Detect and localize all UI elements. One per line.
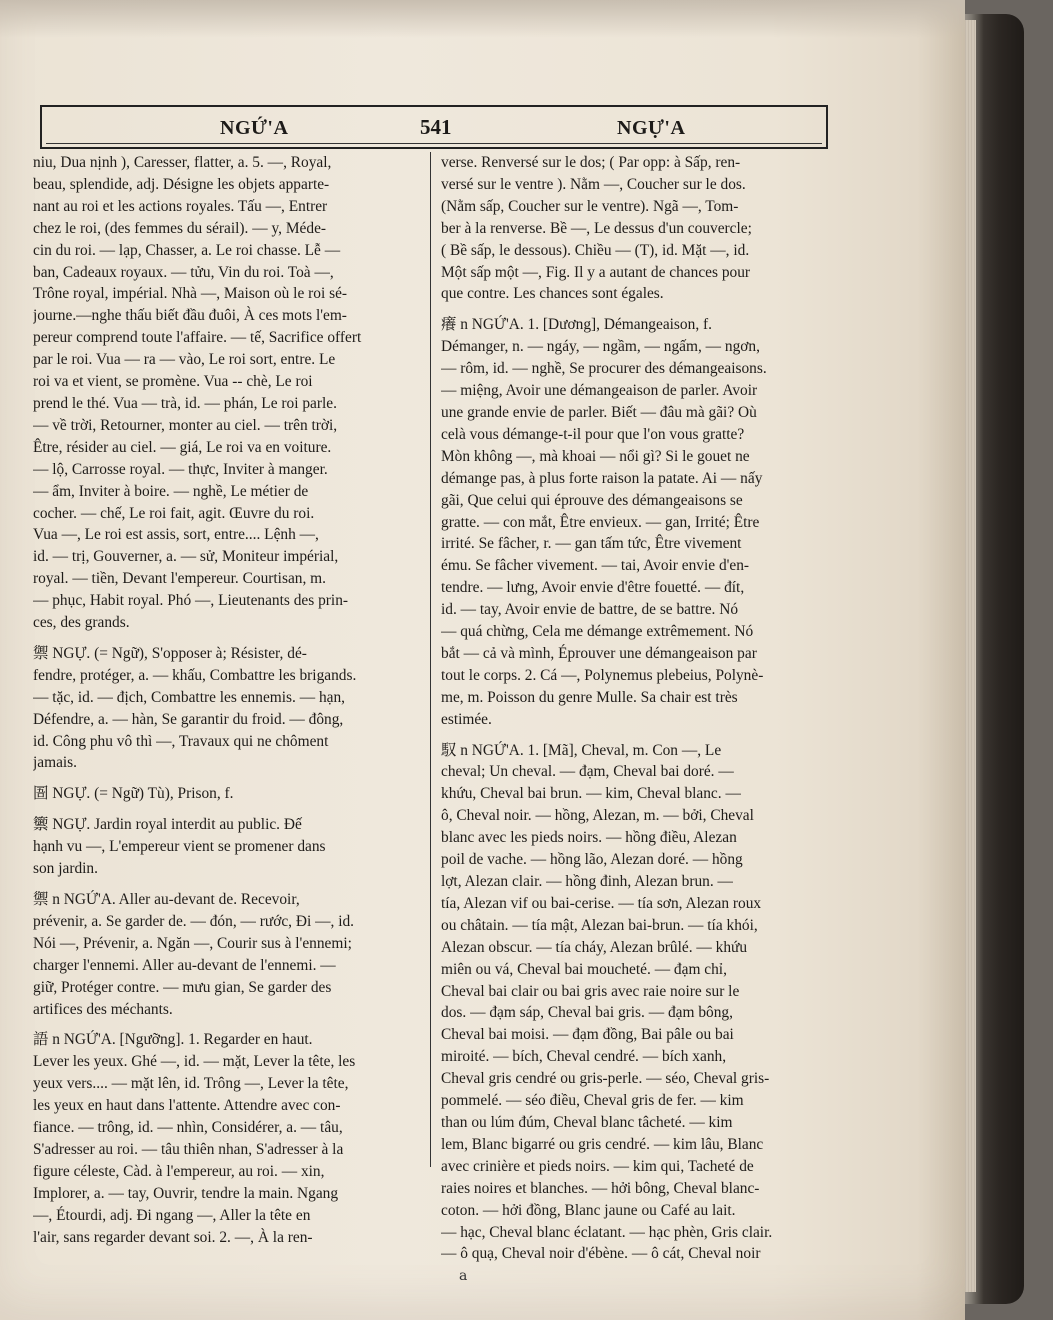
text-line: cin du roi. — lạp, Chasser, a. Le roi chasse. Lễ — <box>33 241 341 259</box>
text-line: fiance. — trông, id. — nhìn, Considérer, a. — tâu, <box>33 1119 343 1137</box>
left-column <box>33 152 422 1249</box>
text-line: verse. Renversé sur le dos; ( Par opp: à Sấp, ren- <box>441 154 741 171</box>
text-line: cocher. — chế, Le roi fait, agit. Œuvre du roi. <box>33 504 315 522</box>
text-line: jamais. <box>33 754 78 772</box>
text-line: khứu, Cheval bai brun. — kim, Cheval blanc. — <box>441 785 741 803</box>
text-line: 圄 NGỰ. (= Ngữ) Tù), Prison, f. <box>33 785 234 803</box>
text-line: 語 n NGỨ'A. [Ngưỡng]. 1. Regarder en haut. <box>33 1031 313 1049</box>
text-line: lem, Blanc bigarré ou gris cendré. — kim lâu, Blanc <box>441 1135 764 1153</box>
text-line: que contre. Les chances sont égales. <box>441 285 664 303</box>
text-line: yeux vers.... — mặt lên, id. Trông —, Lever la tête, <box>33 1075 349 1093</box>
text-line: charger l'ennemi. Aller au-devant de l'ennemi. — <box>33 956 336 974</box>
running-header <box>40 105 828 149</box>
text-line: tendre. — lưng, Avoir envie d'être fouetté. — đít, <box>441 579 745 597</box>
text-line: 籞 NGỰ. Jardin royal interdit au public. Đế <box>33 816 302 834</box>
text-line: son jardin. <box>33 860 98 878</box>
text-line: — lộ, Carrosse royal. — thực, Inviter à manger. <box>33 460 328 478</box>
entry-separator <box>33 880 422 889</box>
entry-separator <box>441 305 831 314</box>
text-line: figure céleste, Càd. à l'empereur, au roi. — xin, <box>33 1162 325 1180</box>
text-line: versé sur le ventre ). Nằm —, Coucher sur le dos. <box>441 175 746 193</box>
text-line: blanc avec les pieds noirs. — hồng điều, Alezan <box>441 829 737 847</box>
text-line: prend le thé. Vua — trà, id. — phán, Le roi parle. <box>33 394 337 412</box>
text-line: miên ou vá, Cheval bai moucheté. — đạm chỉ, <box>441 960 727 978</box>
text-line: estimée. <box>441 710 492 728</box>
text-line: cheval; Un cheval. — đạm, Cheval bai doré. — <box>441 763 734 781</box>
text-line: miroité. — bích, Cheval cendré. — bích xanh, <box>441 1048 727 1066</box>
text-line: lợt, Alezan clair. — hồng đinh, Alezan brun. — <box>441 873 733 890</box>
text-line: niu, Dua nịnh ), Caresser, flatter, a. 5. —, Royal, <box>33 154 332 171</box>
text-line: poil de vache. — hồng lão, Alezan doré. — hồng <box>441 851 743 869</box>
text-line: les yeux en haut dans l'attente. Attendre avec con- <box>33 1097 341 1115</box>
text-line: dos. — đạm sáp, Cheval bai gris. — đạm bông, <box>441 1004 733 1022</box>
entry-separator <box>33 634 422 643</box>
text-line: — hạc, Cheval blanc éclatant. — hạc phèn, Gris clair. <box>441 1223 773 1241</box>
text-line: Cheval gris cendré ou gris-perle. — séo, Cheval gris- <box>441 1070 770 1088</box>
text-line: 禦 n NGỨ'A. Aller au-devant de. Recevoir, <box>33 891 300 908</box>
text-line: Lever les yeux. Ghé —, id. — mặt, Lever la tête, les <box>33 1053 356 1071</box>
header-left-guide-word: NGỨ'A <box>220 117 289 139</box>
text-line: chez le roi, (des femmes du sérail). — y, Méde- <box>33 219 327 237</box>
text-line: ô, Cheval noir. — hồng, Alezan, m. — bởi, Cheval <box>441 807 754 825</box>
text-line: royal. — tiền, Devant l'empereur. Courtisan, m. <box>33 570 326 588</box>
text-line: Être, résider au ciel. — giá, Le roi va en voiture. <box>33 438 332 456</box>
text-line: id. — tay, Avoir envie de battre, de se battre. Nó <box>441 601 739 619</box>
text-line: ( Bề sấp, le dessous). Chiều — (T), id. Mặt —, id. <box>441 241 750 259</box>
text-line: journe.—nghe thấu biết đầu đuôi, À ces mots l'em- <box>33 307 347 325</box>
text-line: S'adresser au roi. — tâu thiên nhan, S'adresser à la <box>33 1140 344 1158</box>
entry-separator <box>33 805 422 814</box>
text-line: ban, Cadeaux royaux. — tửu, Vin du roi. Toà —, <box>33 263 334 281</box>
text-line: pommelé. — séo điều, Cheval gris de fer. — kim <box>441 1092 744 1110</box>
text-line: (Nằm sấp, Coucher sur le ventre). Ngã —, Tom- <box>441 197 739 215</box>
entry-separator <box>33 1020 422 1029</box>
text-line: pereur comprend toute l'affaire. — tế, Sacrifice offert <box>33 329 362 347</box>
text-line: bắt — cả và mình, Éprouver une démangeaison par <box>441 644 757 662</box>
text-line: tout le corps. 2. Cá —, Polynemus plebeius, Polynè- <box>441 666 764 684</box>
text-line: prévenir, a. Se garder de. — đón, — rước, Đi —, id. <box>33 912 355 930</box>
text-line: avec crinière et pieds noirs. — kim qui, Tacheté de <box>441 1157 754 1175</box>
text-line: —, Étourdi, adj. Đi ngang —, Aller la tête en <box>33 1206 311 1224</box>
signature-mark: a <box>459 1268 468 1284</box>
text-line: coton. — hởi đồng, Blanc jaune ou Café au lait. <box>441 1201 736 1219</box>
text-line: Trône royal, impérial. Nhà —, Maison où le roi sé- <box>33 285 348 303</box>
text-line: id. Công phu vô thì —, Travaux qui ne chôment <box>33 732 329 750</box>
text-line: fendre, protéger, a. — khấu, Combattre les brigands. <box>33 666 357 684</box>
page-number: 541 <box>420 115 452 139</box>
text-line: 癢 n NGỨ'A. 1. [Dương], Démangeaison, f. <box>441 316 712 334</box>
entry-separator <box>441 731 831 740</box>
text-line: id. — trị, Gouverner, a. — sử, Moniteur impérial, <box>33 548 339 566</box>
text-line: Vua —, Le roi est assis, sort, entre.... Lệnh —, <box>33 526 319 544</box>
text-line: Cheval bai clair ou bai gris avec raie noire sur le <box>441 982 740 1000</box>
text-line: Cheval bai moisi. — đạm đồng, Bai pâle ou bai <box>441 1026 734 1044</box>
text-line: — phục, Habit royal. Phó —, Lieutenants des prin- <box>33 592 349 610</box>
text-line: roi va et vient, se promène. Vua -- chè, Le roi <box>33 373 313 391</box>
text-line: giữ, Protéger contre. — mưu gian, Se garder des <box>33 978 332 996</box>
text-line: une grande envie de parler. Biết — đâu mà gãi? Où <box>441 403 757 421</box>
text-line: — tặc, id. — địch, Combattre les ennemis. — hạn, <box>33 688 346 706</box>
text-line: tía, Alezan vif ou bai-cerise. — tía sơn, Alezan roux <box>441 894 762 912</box>
column-divider <box>430 152 431 1167</box>
text-line: Nói —, Prévenir, a. Ngăn —, Courir sus à l'ennemi; <box>33 934 352 952</box>
text-line: gratte. — con mắt, Être envieux. — gan, Irrité; Être <box>441 513 760 531</box>
text-line: than ou lúm đúm, Cheval blanc tâcheté. — kim <box>441 1113 733 1131</box>
text-line: ou châtain. — tía mật, Alezan bai-brun. — tía khói, <box>441 916 758 934</box>
text-line: Implorer, a. — tay, Ouvrir, tendre la main. Ngang <box>33 1184 339 1202</box>
text-line: Défendre, a. — hàn, Se garantir du froid. — đông, <box>33 710 344 728</box>
text-line: raies noires et blanches. — hởi bông, Cheval blanc- <box>441 1179 760 1197</box>
text-line: Démanger, n. — ngáy, — ngầm, — ngấm, — ngơn, <box>441 338 760 356</box>
text-line: ces, des grands. <box>33 614 130 632</box>
text-line: gãi, Que celui qui éprouve des démangeaisons se <box>441 491 743 509</box>
header-right-guide-word: NGỰ'A <box>617 117 686 139</box>
text-line: — về trời, Retourner, monter au ciel. — trên trời, <box>33 416 338 434</box>
text-line: — quá chừng, Cela me démange extrêmement. Nó <box>441 623 754 641</box>
text-line: me, m. Poisson du genre Mulle. Sa chair est très <box>441 688 738 706</box>
text-line: nant au roi et les actions royales. Tấu —, Entrer <box>33 197 328 215</box>
text-line: hạnh vu —, L'empereur vient se promener dans <box>33 838 326 856</box>
text-line: — rôm, id. — nghề, Se procurer des démangeaisons. <box>441 360 767 378</box>
text-line: par le roi. Vua — ra — vào, Le roi sort, entre. Le <box>33 351 336 369</box>
text-line: ému. Se fâcher vivement. — tai, Avoir envie d'en- <box>441 557 750 575</box>
text-line: l'air, sans regarder devant soi. 2. —, À la ren- <box>33 1228 313 1246</box>
text-line: Mòn không —, mà khoai — nổi gì? Si le gouet ne <box>441 447 750 465</box>
text-line: — ẩm, Inviter à boire. — nghề, Le métier de <box>33 482 309 500</box>
text-line: artifices des méchants. <box>33 1000 173 1018</box>
text-line: 禦 NGỰ. (= Ngữ), S'opposer à; Résister, dé- <box>33 644 307 662</box>
text-line: démange pas, à plus forte raison la patate. Ai — nấy <box>441 469 763 487</box>
text-line: beau, splendide, adj. Désigne les objets apparte- <box>33 175 330 193</box>
text-line: Một sấp một —, Fig. Il y a autant de chances pour <box>441 263 751 281</box>
right-column <box>441 152 831 1265</box>
text-line: celà vous démange-t-il pour que l'on vous gratte? <box>441 425 745 443</box>
entry-separator <box>33 774 422 783</box>
text-line: irrité. Se fâcher, r. — gan tấm tức, Être vivement <box>441 535 742 553</box>
text-line: 馭 n NGỨ'A. 1. [Mã], Cheval, m. Con —, Le <box>441 741 722 759</box>
text-line: ber à la renverse. Bề —, Le dessus d'un couvercle; <box>441 219 752 237</box>
text-line: — ô quạ, Cheval noir d'ébène. — ô cát, Cheval noir <box>441 1245 761 1263</box>
text-line: Alezan obscur. — tía cháy, Alezan brûlé. — khứu <box>441 938 748 956</box>
text-line: — miệng, Avoir une démangeaison de parler. Avoir <box>441 382 758 400</box>
